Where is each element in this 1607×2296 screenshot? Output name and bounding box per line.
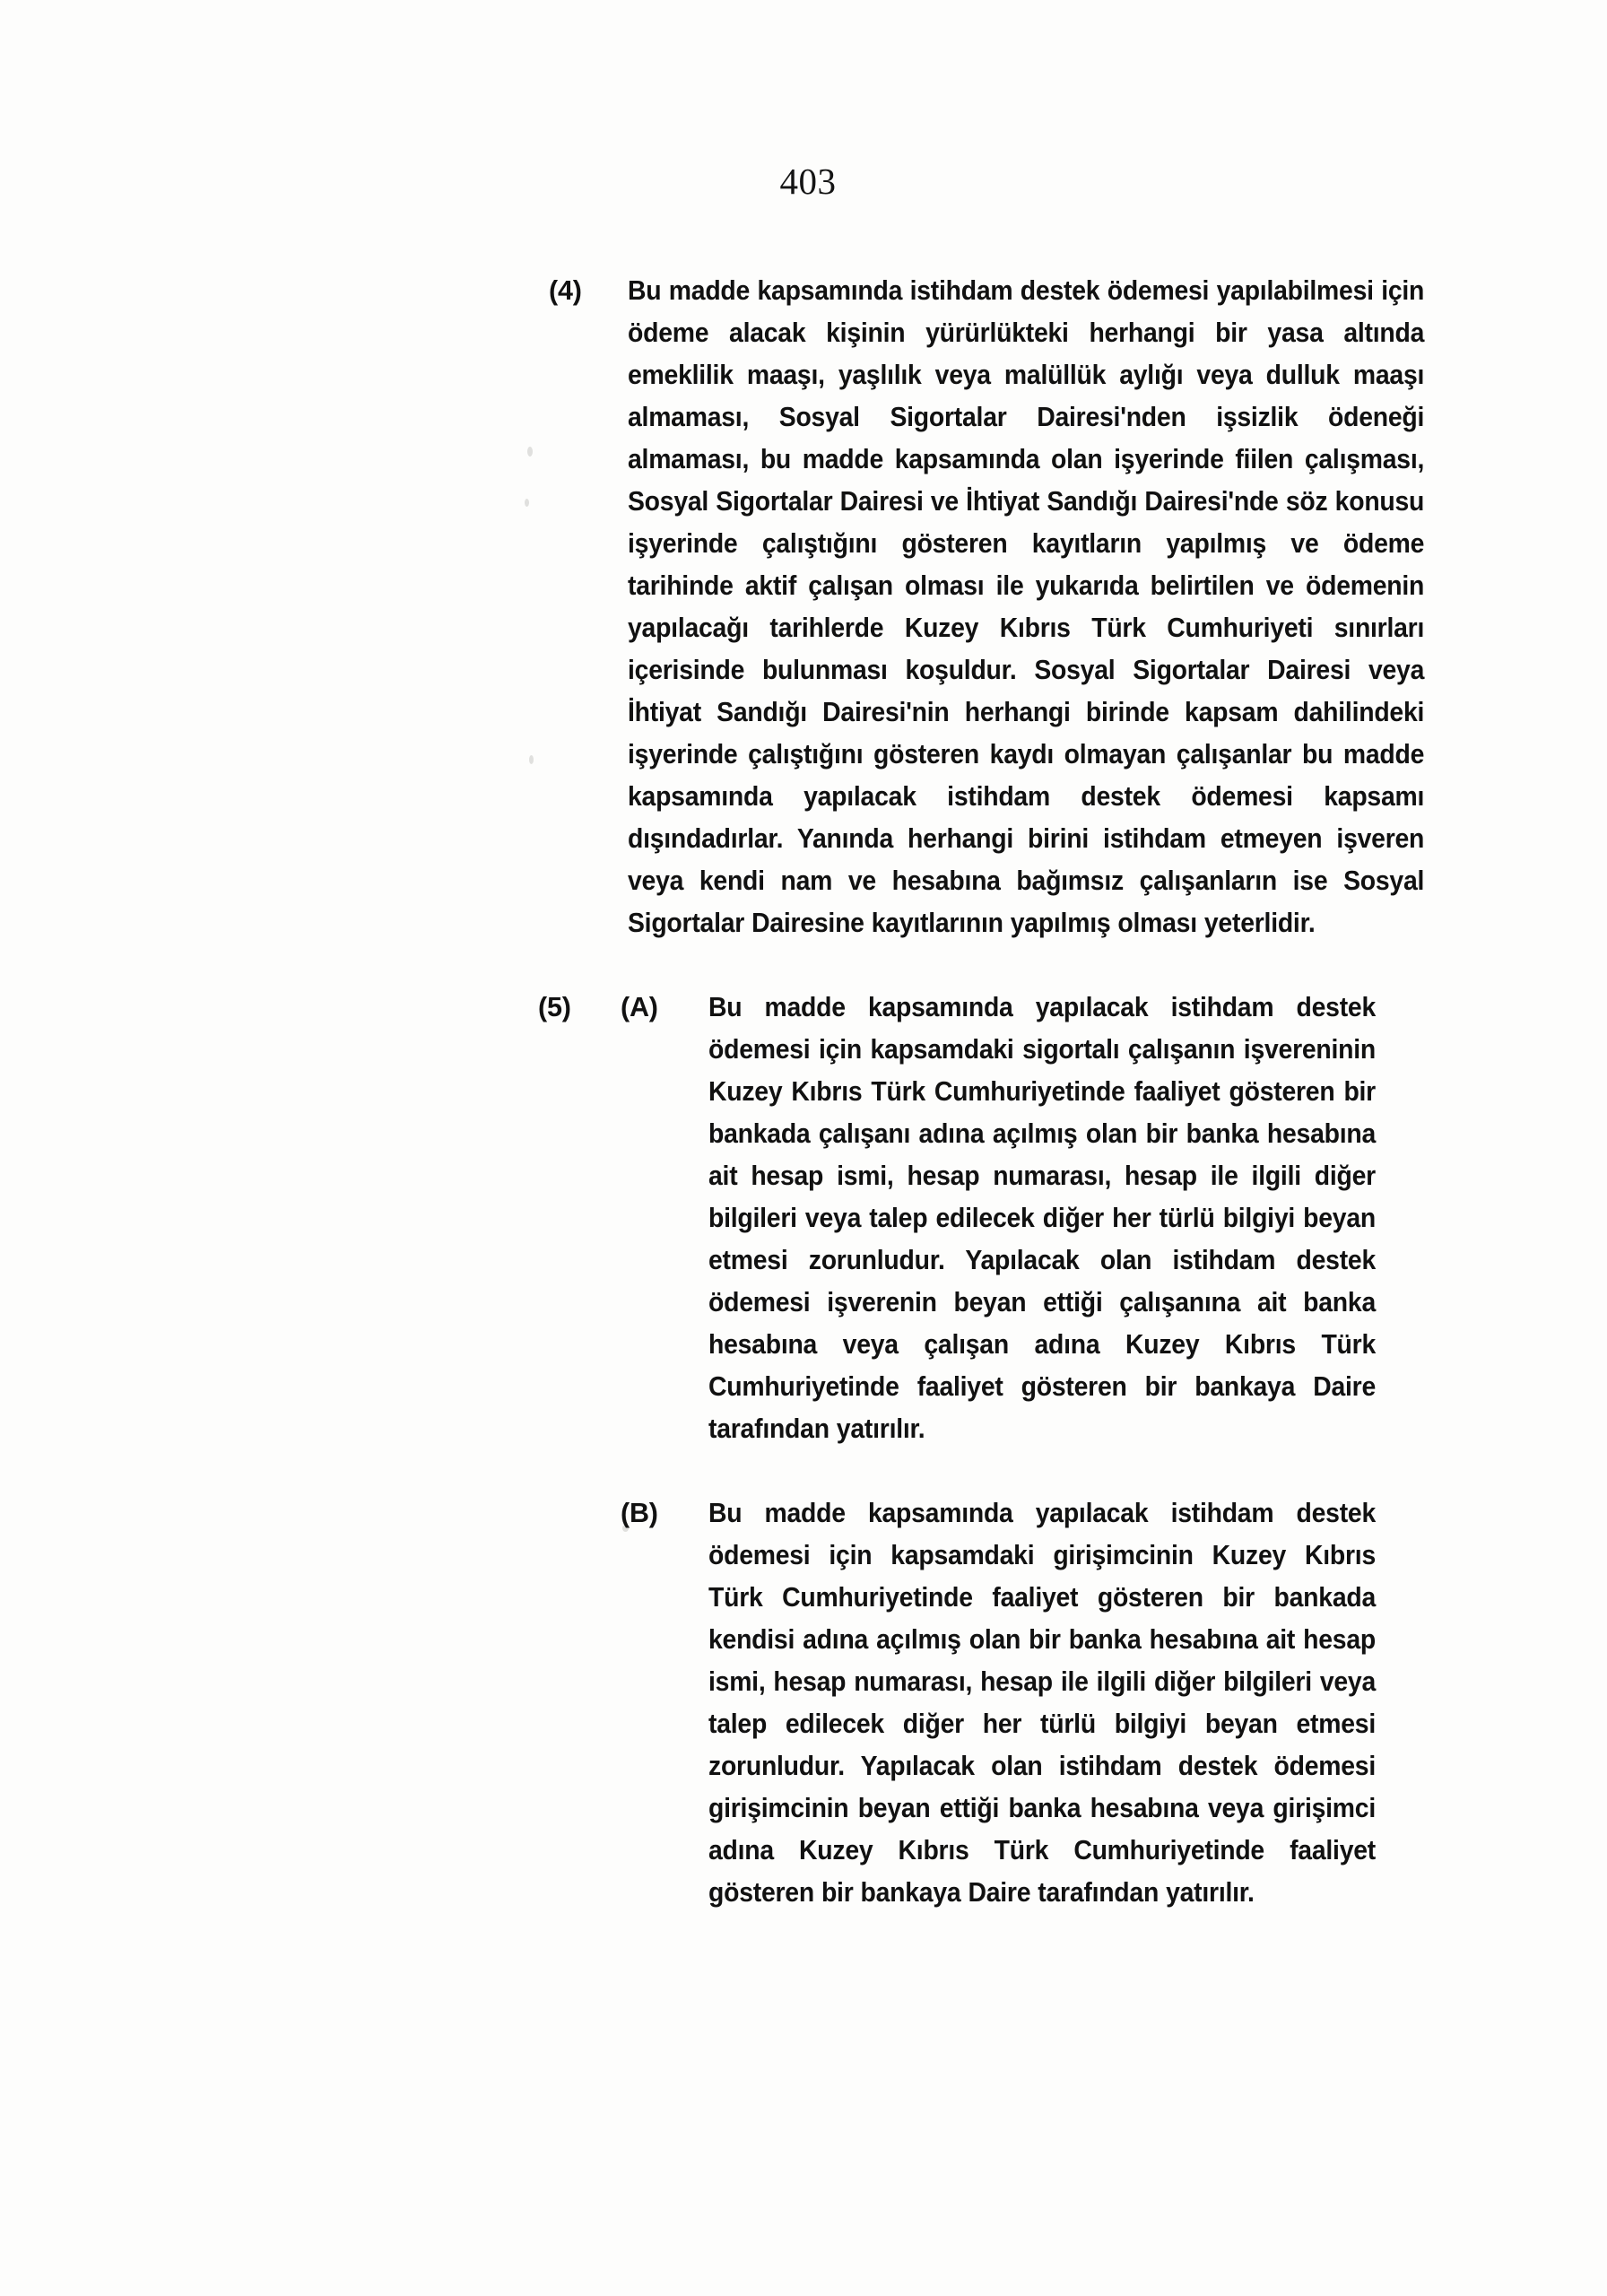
document-body: [0, 242, 1607, 1941]
clause-5-sub-b: [0, 1492, 1607, 1914]
clause-5-sub-a-marker: (A): [621, 991, 658, 1022]
clause-5-sub-a: [0, 987, 1607, 1450]
clause-5-sub-b-marker: (B): [621, 1497, 658, 1528]
page-number: 403: [779, 161, 837, 202]
clause-4-text: Bu madde kapsamında istihdam destek ödemesi yapılabilmesi için ödeme alacak kişinin yürürlükteki herhangi bir yasa altında emeklilik maaşı, yaşlılık veya malüllük aylığı veya dulluk maaşı almaması, Sosyal Sigortalar Dairesi'nden işsizlik ödeneği almaması, bu madde kapsamında olan işyerinde fiilen çalışması, Sosyal Sigortalar Dairesi ve İhtiyat Sandığı Dairesi'nde söz konusu işyerinde çalıştığını gösteren kayıtların yapılmış ve ödeme tarihinde aktif çalışan olması ile yukarıda belirtilen ve ödemenin yapılacağı tarihlerde Kuzey Kıbrıs Türk Cumhuriyeti sınırları içerisinde bulunması koşuldur. Sosyal Sigortalar Dairesi veya İhtiyat Sandığı Dairesi'nin herhangi birinde kapsam dahilindeki işyerinde çalıştığını gösteren kaydı olmayan çalışanlar bu madde kapsamında yapılacak istihdam destek ödemesi kapsamı dışındadırlar. Yanında herhangi birini istihdam etmeyen işveren veya kendi nam ve hesabına bağımsız çalışanların ise Sosyal Sigortalar Dairesine kayıtlarının yapılmış olması yeterlidir.: [628, 274, 1425, 938]
clause-5-sub-b-text: Bu madde kapsamında yapılacak istihdam destek ödemesi için kapsamdaki girişimcinin Kuzey Kıbrıs Türk Cumhuriyetinde faaliyet gösteren bir bankada kendisi adına açılmış olan bir banka hesabına ait hesap ismi, hesap numarası, hesap ile ilgili diğer bilgileri veya talep edilecek diğer her türlü bilgiyi beyan etmesi zorunludur. Yapılacak olan istihdam destek ödemesi girişimcinin beyan ettiği banka hesabına veya girişimci adına Kuzey Kıbrıs Türk Cumhuriyetinde faaliyet gösteren bir bankaya Daire tarafından yatırılır.: [708, 1497, 1376, 1908]
clause-5-sub-a-text: Bu madde kapsamında yapılacak istihdam destek ödemesi için kapsamdaki sigortalı çalışanın işvereninin Kuzey Kıbrıs Türk Cumhuriyetinde faaliyet gösteren bir bankada çalışanı adına açılmış olan bir banka hesabına ait hesap ismi, hesap numarası, hesap ile ilgili diğer bilgileri veya talep edilecek diğer her türlü bilgiyi beyan etmesi zorunludur. Yapılacak olan istihdam destek ödemesi işverenin beyan ettiği çalışanına ait banka hesabına veya çalışan adına Kuzey Kıbrıs Türk Cumhuriyetinde faaliyet gösteren bir bankaya Daire tarafından yatırılır.: [708, 991, 1376, 1444]
clause-5-marker: (5): [538, 991, 571, 1022]
clause-4: [0, 270, 1607, 944]
clause-4-marker: (4): [549, 274, 582, 306]
clause-5: [0, 987, 1607, 1914]
